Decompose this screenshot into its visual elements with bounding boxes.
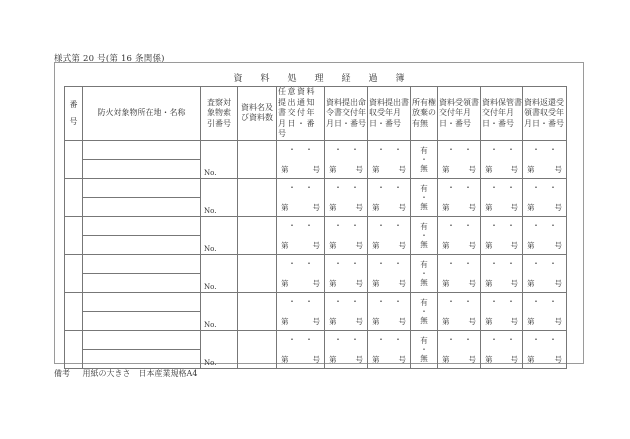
material-cell[interactable]: [238, 178, 277, 216]
ownership-waiver-cell[interactable]: 有 ・ 無: [411, 292, 438, 330]
address-cell[interactable]: [83, 178, 201, 197]
address-cell[interactable]: [83, 254, 201, 273]
ownership-waiver-cell[interactable]: 有 ・ 無: [411, 178, 438, 216]
return-receipt-cell[interactable]: ・・ 第 号: [523, 216, 567, 254]
header-ownership-waiver: 所有権放棄の有無: [411, 87, 438, 141]
serial-cell[interactable]: [65, 292, 83, 330]
address-cell[interactable]: [83, 140, 201, 159]
voluntary-notice-cell[interactable]: ・・ 第 号: [277, 330, 325, 368]
index-number-cell[interactable]: No.: [201, 330, 238, 368]
return-receipt-cell[interactable]: ・・ 第 号: [523, 140, 567, 178]
receipt-cert-cell[interactable]: ・・ 第 号: [438, 330, 481, 368]
storage-cert-cell[interactable]: ・・ 第 号: [481, 330, 523, 368]
receipt-cert-cell[interactable]: ・・ 第 号: [438, 140, 481, 178]
index-number-cell[interactable]: No.: [201, 254, 238, 292]
name-cell[interactable]: [83, 273, 201, 292]
name-cell[interactable]: [83, 235, 201, 254]
ledger-title: 資料処理経過簿: [233, 74, 423, 84]
header-receipt-cert: 資料受領書交付年月日・番号: [438, 87, 481, 141]
storage-cert-cell[interactable]: ・・ 第 号: [481, 292, 523, 330]
receipt-cell[interactable]: ・・ 第 号: [368, 292, 411, 330]
serial-cell[interactable]: [65, 254, 83, 292]
header-order-issue: 資料提出命令書交付年月日・番号: [325, 87, 368, 141]
header-receipt: 資料提出書収受年月日・番号: [368, 87, 411, 141]
header-material-name: 資料名及び資料数: [238, 87, 277, 141]
address-cell[interactable]: [83, 330, 201, 349]
remarks-text: 用紙の大きさ 日本産業規格A4: [82, 369, 198, 378]
receipt-cell[interactable]: ・・ 第 号: [368, 178, 411, 216]
receipt-cert-cell[interactable]: ・・ 第 号: [438, 178, 481, 216]
header-name: 防火対象物所在地・名称: [83, 87, 201, 141]
form-number-label: 様式第 20 号(第 16 条関係): [54, 54, 165, 64]
serial-cell[interactable]: [65, 330, 83, 368]
receipt-cell[interactable]: ・・ 第 号: [368, 216, 411, 254]
material-cell[interactable]: [238, 216, 277, 254]
serial-cell[interactable]: [65, 140, 83, 178]
ledger-frame: [54, 62, 584, 367]
voluntary-notice-cell[interactable]: ・・ 第 号: [277, 254, 325, 292]
header-row: [65, 87, 567, 141]
ownership-waiver-cell[interactable]: 有 ・ 無: [411, 330, 438, 368]
receipt-cert-cell[interactable]: ・・ 第 号: [438, 292, 481, 330]
order-issue-cell[interactable]: ・・ 第 号: [325, 254, 368, 292]
receipt-cell[interactable]: ・・ 第 号: [368, 254, 411, 292]
order-issue-cell[interactable]: ・・ 第 号: [325, 330, 368, 368]
order-issue-cell[interactable]: ・・ 第 号: [325, 216, 368, 254]
header-voluntary-notice: 任意資料提出通知書交付年月日・番号: [277, 87, 325, 141]
receipt-cell[interactable]: ・・ 第 号: [368, 140, 411, 178]
serial-cell[interactable]: [65, 178, 83, 216]
name-cell[interactable]: [83, 349, 201, 368]
ownership-waiver-cell[interactable]: 有 ・ 無: [411, 140, 438, 178]
material-cell[interactable]: [238, 140, 277, 178]
header-serial: 番 号: [65, 87, 83, 141]
material-cell[interactable]: [238, 254, 277, 292]
address-cell[interactable]: [83, 216, 201, 235]
material-cell[interactable]: [238, 292, 277, 330]
ownership-waiver-cell[interactable]: 有 ・ 無: [411, 254, 438, 292]
index-number-cell[interactable]: No.: [201, 178, 238, 216]
remarks: [54, 368, 207, 379]
voluntary-notice-cell[interactable]: ・・ 第 号: [277, 140, 325, 178]
serial-cell[interactable]: [65, 216, 83, 254]
order-issue-cell[interactable]: ・・ 第 号: [325, 140, 368, 178]
remarks-label: 備考: [54, 369, 70, 378]
ledger-row-top: [65, 330, 567, 349]
storage-cert-cell[interactable]: ・・ 第 号: [481, 178, 523, 216]
name-cell[interactable]: [83, 197, 201, 216]
ledger-row-top: [65, 254, 567, 273]
receipt-cert-cell[interactable]: ・・ 第 号: [438, 216, 481, 254]
voluntary-notice-cell[interactable]: ・・ 第 号: [277, 292, 325, 330]
return-receipt-cell[interactable]: ・・ 第 号: [523, 254, 567, 292]
index-number-cell[interactable]: No.: [201, 216, 238, 254]
material-cell[interactable]: [238, 330, 277, 368]
header-storage-cert: 資料保管書交付年月日・番号: [481, 87, 523, 141]
address-cell[interactable]: [83, 292, 201, 311]
voluntary-notice-cell[interactable]: ・・ 第 号: [277, 178, 325, 216]
order-issue-cell[interactable]: ・・ 第 号: [325, 178, 368, 216]
ownership-waiver-cell[interactable]: 有 ・ 無: [411, 216, 438, 254]
order-issue-cell[interactable]: ・・ 第 号: [325, 292, 368, 330]
index-number-cell[interactable]: No.: [201, 292, 238, 330]
ledger-row-top: [65, 140, 567, 159]
header-inspection-index: 査察対象物索引番号: [201, 87, 238, 141]
ledger-row-top: [65, 216, 567, 235]
storage-cert-cell[interactable]: ・・ 第 号: [481, 140, 523, 178]
storage-cert-cell[interactable]: ・・ 第 号: [481, 254, 523, 292]
receipt-cert-cell[interactable]: ・・ 第 号: [438, 254, 481, 292]
return-receipt-cell[interactable]: ・・ 第 号: [523, 292, 567, 330]
storage-cert-cell[interactable]: ・・ 第 号: [481, 216, 523, 254]
ledger-table: [64, 86, 567, 369]
return-receipt-cell[interactable]: ・・ 第 号: [523, 330, 567, 368]
return-receipt-cell[interactable]: ・・ 第 号: [523, 178, 567, 216]
index-number-cell[interactable]: No.: [201, 140, 238, 178]
header-return-receipt: 資料返還受領書収受年月日・番号: [523, 87, 567, 141]
name-cell[interactable]: [83, 159, 201, 178]
name-cell[interactable]: [83, 311, 201, 330]
voluntary-notice-cell[interactable]: ・・ 第 号: [277, 216, 325, 254]
ledger-row-top: [65, 178, 567, 197]
ledger-row-top: [65, 292, 567, 311]
receipt-cell[interactable]: ・・ 第 号: [368, 330, 411, 368]
